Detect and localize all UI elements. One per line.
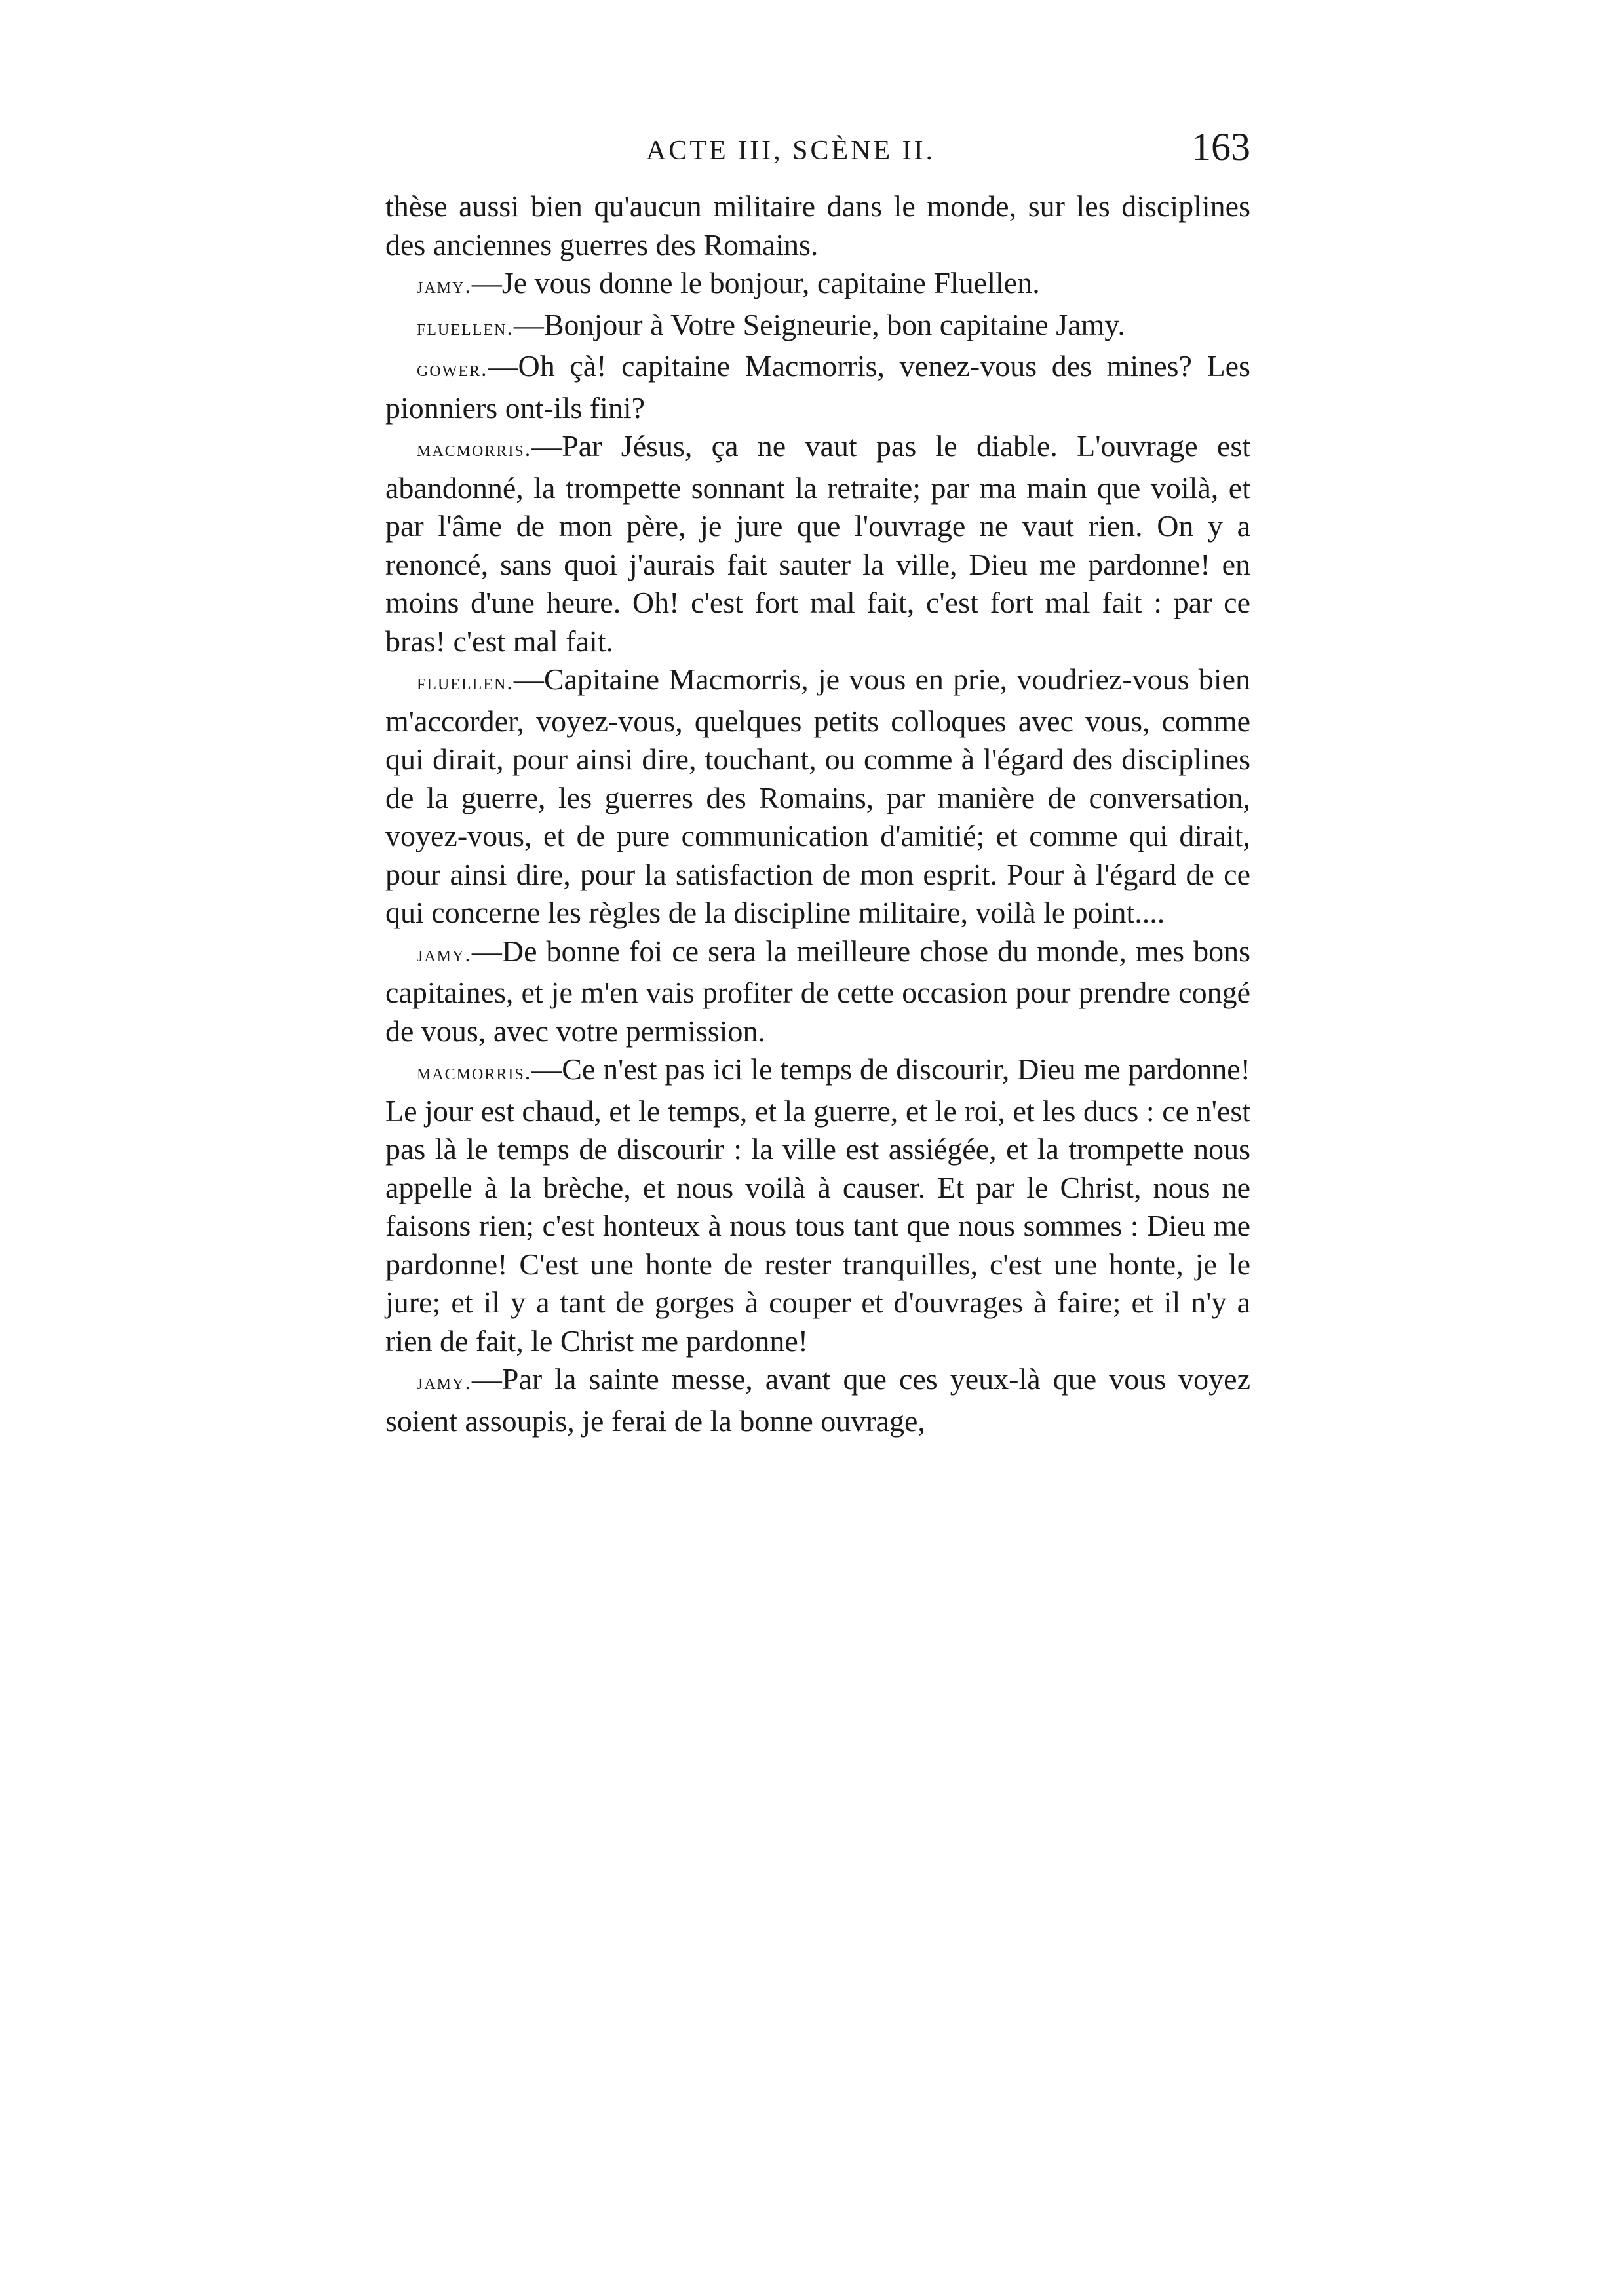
speech-fluellen-1 (385, 306, 1250, 348)
speech-jamy-3 (385, 1360, 1250, 1440)
speaker-name: gower. (417, 357, 488, 381)
paragraph-text: thèse aussi bien qu'aucun militaire dans le monde, sur les disciplines des anciennes guerres des Romains. (385, 189, 1250, 261)
running-head (385, 124, 1250, 187)
running-title: ACTE III, SCÈNE II. (646, 136, 936, 166)
speaker-name: jamy. (417, 274, 472, 298)
body-text (385, 187, 1250, 1440)
speaker-name: fluellen. (417, 315, 514, 340)
speech-text: —Je vous donne le bonjour, capitaine Fluellen. (471, 266, 1040, 299)
speech-text: —Capitaine Macmorris, je vous en prie, voudriez-vous bien m'accorder, voyez-vous, quelques petits colloques avec vous, comme qui dirait, pour ainsi dire, touchant, ou comme à l'égard des disciplines de la guerre, les guerres des Romains, par manière de conversation, voyez-vous, et de pure communication d'amitié; et comme qui dirait, pour ainsi dire, pour la satisfaction de mon esprit. Pour à l'égard de ce qui concerne les règles de la discipline militaire, voilà le point.... (385, 662, 1250, 929)
speech-text: —Oh çà! capitaine Macmorris, venez-vous des mines? Les pionniers ont-ils fini? (385, 349, 1250, 425)
paragraph-continuation (385, 187, 1250, 264)
speaker-name: jamy. (417, 942, 472, 966)
speaker-name: fluellen. (417, 670, 514, 695)
speech-jamy-1 (385, 264, 1250, 306)
speech-fluellen-2 (385, 660, 1250, 932)
speech-text: —Par la sainte messe, avant que ces yeux-là que vous voyez soient assoupis, je ferai de la bonne ouvrage, (385, 1362, 1250, 1438)
speech-macmorris-2 (385, 1050, 1250, 1360)
speech-gower-1 (385, 347, 1250, 427)
speech-text: —Bonjour à Votre Seigneurie, bon capitaine Jamy. (513, 307, 1125, 341)
book-page (385, 124, 1250, 1440)
speaker-name: macmorris. (417, 1060, 532, 1084)
speaker-name: jamy. (417, 1370, 472, 1394)
speaker-name: macmorris. (417, 437, 532, 461)
speech-text: —De bonne foi ce sera la meilleure chose du monde, mes bons capitaines, et je m'en vais profiter de cette occasion pour prendre congé de vous, avec votre permission. (385, 934, 1250, 1048)
speech-text: —Par Jésus, ça ne vaut pas le diable. L'ouvrage est abandonné, la trompette sonnant la retraite; par ma main que voilà, et par l'âme de mon père, je jure que l'ouvrage ne vaut rien. On y a renoncé, sans quoi j'aurais fait sauter la ville, Dieu me pardonne! en moins d'une heure. Oh! c'est fort mal fait, c'est fort mal fait : par ce bras! c'est mal fait. (385, 429, 1250, 658)
speech-jamy-2 (385, 932, 1250, 1051)
page-number: 163 (1191, 125, 1250, 168)
speech-text: —Ce n'est pas ici le temps de discourir, Dieu me pardonne! Le jour est chaud, et le temps, et la guerre, et le roi, et les ducs : ce n'est pas là le temps de discourir : la ville est assiégée, et la trompette nous appelle à la brèche, et nous voilà à causer. Et par le Christ, nous ne faisons rien; c'est honteux à nous tous tant que nous sommes : Dieu me pardonne! C'est une honte de rester tranquilles, c'est une honte, je le jure; et il y a tant de gorges à couper et d'ouvrages à faire; et il n'y a rien de fait, le Christ me pardonne! (385, 1052, 1250, 1358)
speech-macmorris-1 (385, 427, 1250, 660)
